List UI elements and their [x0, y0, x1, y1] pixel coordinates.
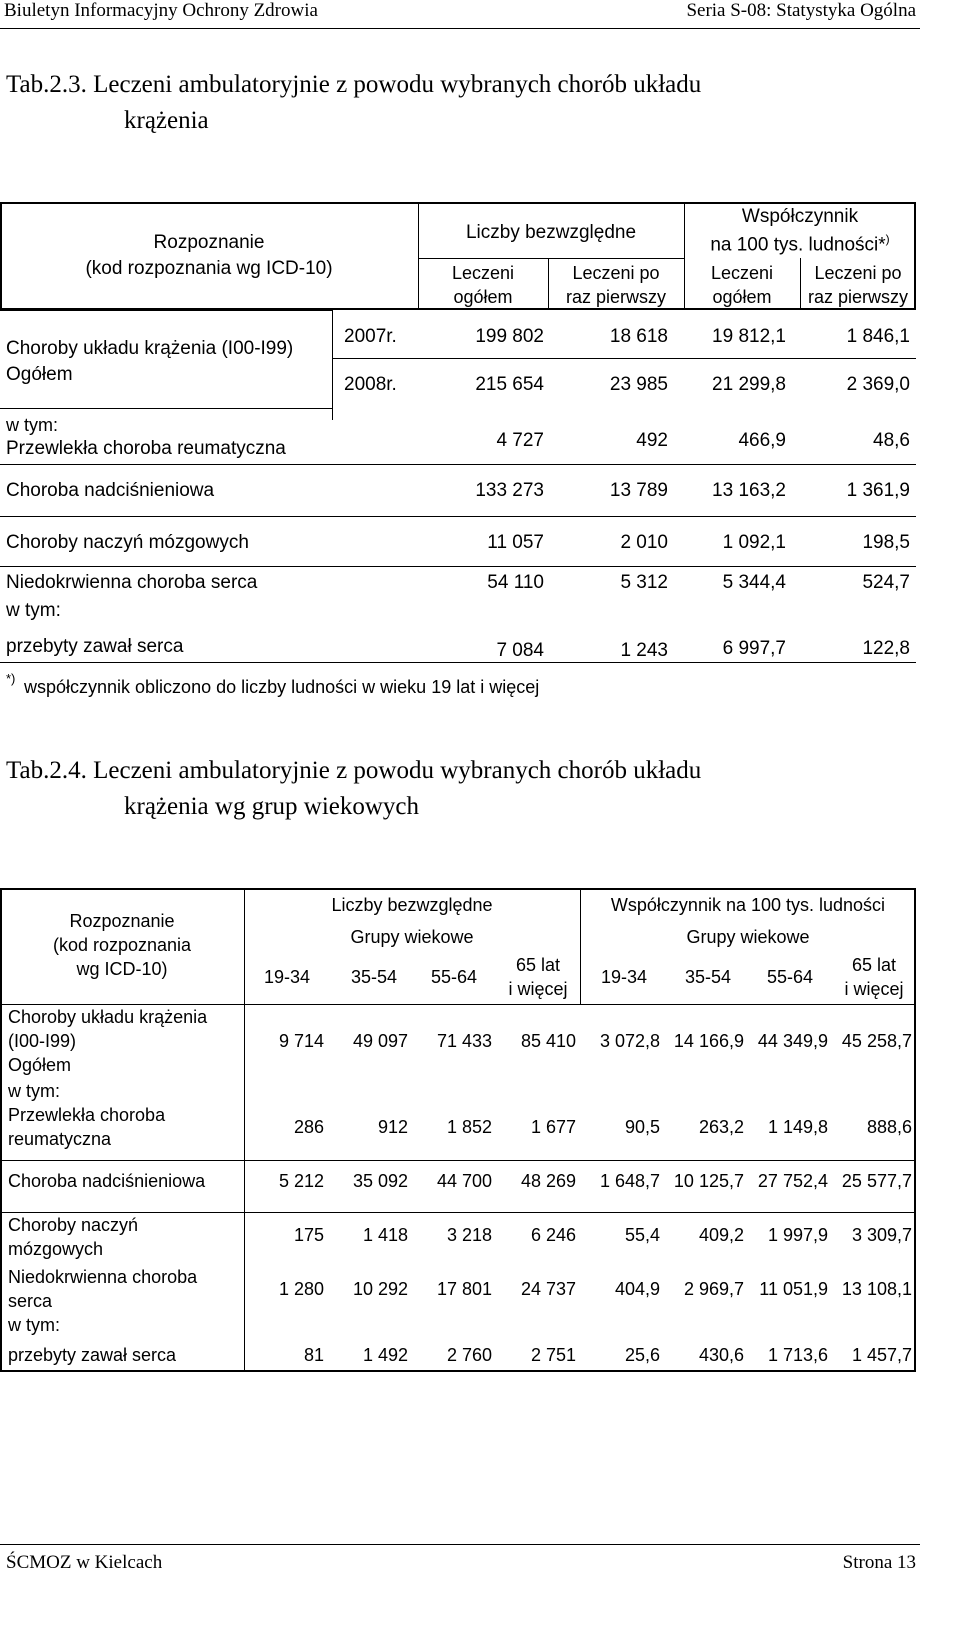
table2-head-kod: (kod rozpoznania — [52, 935, 192, 955]
table2-cell: 55,4 — [624, 1225, 660, 1245]
table2-cell: 11 051,9 — [759, 1279, 828, 1299]
table2-cell: 2 760 — [446, 1345, 492, 1365]
table2-cell: 44 349,9 — [757, 1031, 828, 1051]
table1-head-kod: (kod rozpoznania wg ICD-10) — [85, 258, 333, 279]
table1-row-label: Ogółem — [6, 364, 73, 385]
table2-row-label: Ogółem — [8, 1055, 72, 1075]
table2-cell: 25 577,7 — [841, 1171, 912, 1191]
table2-cell: 49 097 — [352, 1031, 408, 1051]
table1-cell: 6 997,7 — [722, 638, 786, 659]
table2-head-wsp: Współczynnik na 100 tys. ludności — [610, 895, 886, 915]
table2-cell: 27 752,4 — [757, 1171, 828, 1191]
table2-cell: 263,2 — [698, 1117, 744, 1137]
table2-cell: 25,6 — [624, 1345, 660, 1365]
table2-cell: 175 — [293, 1225, 324, 1245]
table1-cell: 48,6 — [873, 430, 910, 451]
table1-cell: 4 727 — [496, 430, 544, 451]
table2-cell: 1 149,8 — [767, 1117, 828, 1137]
table1-row-label: w tym: — [6, 600, 61, 621]
table1-head-col4b: raz pierwszy — [807, 287, 909, 307]
table1-title-line2: krążenia — [124, 107, 209, 134]
table1-head-col4a: Leczeni po — [814, 263, 902, 283]
table2-cell: 1 997,9 — [767, 1225, 828, 1245]
table2-row-label: Choroby układu krążenia — [8, 1007, 208, 1027]
table2-cell: 404,9 — [614, 1279, 660, 1299]
table1-cell: 199 802 — [475, 326, 544, 347]
table2-row-label: mózgowych — [8, 1239, 104, 1259]
table2-head-age65: i więcej — [508, 979, 568, 999]
table2-row-label: (I00-I99) — [8, 1031, 77, 1051]
footer-left: ŚCMOZ w Kielcach — [6, 1552, 163, 1573]
table2-cell: 35 092 — [352, 1171, 408, 1191]
table1-year-2008: 2008r. — [344, 374, 397, 395]
table2-cell: 1 713,6 — [767, 1345, 828, 1365]
table2-cell: 10 292 — [352, 1279, 408, 1299]
table1-cell: 1 361,9 — [846, 480, 910, 501]
table1-row-label: Niedokrwienna choroba serca — [6, 572, 258, 593]
table2-cell: 912 — [377, 1117, 408, 1137]
table2-row-label: w tym: — [8, 1081, 60, 1101]
table2-cell: 1 648,7 — [599, 1171, 660, 1191]
table1-head-wsp2: na 100 tys. ludności*) — [710, 232, 890, 256]
table1-head-col1a: Leczeni — [451, 263, 515, 283]
table1-cell: 198,5 — [862, 532, 910, 553]
table1-cell: 21 299,8 — [712, 374, 786, 395]
table2-cell: 17 801 — [436, 1279, 492, 1299]
table1-head-col1b: ogółem — [453, 287, 513, 307]
table2-head-age: 19-34 — [600, 967, 648, 987]
table2-head-age65: i więcej — [844, 979, 904, 999]
table2-cell: 3 218 — [446, 1225, 492, 1245]
table2-head-grupy-right: Grupy wiekowe — [686, 927, 810, 947]
table2-row-label: Choroby naczyń — [8, 1215, 139, 1235]
table2-cell: 1 852 — [446, 1117, 492, 1137]
table1-head-liczby: Liczby bezwzględne — [465, 222, 637, 243]
table1-year-2007: 2007r. — [344, 326, 397, 347]
table2-head-age65: 65 lat — [851, 955, 897, 975]
table1-head-col2a: Leczeni po — [572, 263, 660, 283]
table2-cell: 6 246 — [530, 1225, 576, 1245]
table2-cell: 44 700 — [436, 1171, 492, 1191]
table2-cell: 286 — [293, 1117, 324, 1137]
header-left: Biuletyn Informacyjny Ochrony Zdrowia — [4, 0, 318, 21]
table1-head-rozpoznanie: Rozpoznanie — [153, 232, 265, 253]
table2-cell: 1 492 — [362, 1345, 408, 1365]
table1-head-wsp: Współczynnik — [741, 206, 859, 227]
table2-row-label: Przewlekła choroba — [8, 1105, 166, 1125]
table2-head-age: 35-54 — [350, 967, 398, 987]
table2-cell: 45 258,7 — [841, 1031, 912, 1051]
table2-head-icd: wg ICD-10) — [76, 959, 168, 979]
table1-cell: 492 — [636, 430, 668, 451]
table1-cell: 133 273 — [475, 480, 544, 501]
table1-cell: 11 057 — [487, 532, 544, 553]
table2-cell: 13 108,1 — [841, 1279, 912, 1299]
table2-head-age65: 65 lat — [515, 955, 561, 975]
table1-cell: 54 110 — [487, 572, 544, 593]
table1-cell: 13 789 — [609, 480, 668, 501]
table1-cell: 2 010 — [620, 532, 668, 553]
table1-cell: 1 092,1 — [722, 532, 786, 553]
header-right: Seria S-08: Statystyka Ogólna — [686, 0, 916, 21]
table2-cell: 1 418 — [362, 1225, 408, 1245]
table1-cell: 1 846,1 — [846, 326, 910, 347]
table1-cell: 5 312 — [620, 572, 668, 593]
table1-head-col2b: raz pierwszy — [565, 287, 667, 307]
table1-cell: 466,9 — [738, 430, 786, 451]
table2-cell: 888,6 — [866, 1117, 912, 1137]
table1-head-col3b: ogółem — [712, 287, 772, 307]
table2-cell: 3 309,7 — [851, 1225, 912, 1245]
table2-head-age: 55-64 — [430, 967, 478, 987]
table2-cell: 85 410 — [520, 1031, 576, 1051]
table1-row-label: przebyty zawał serca — [6, 636, 184, 657]
table2-cell: 409,2 — [698, 1225, 744, 1245]
footer-rule — [0, 1544, 920, 1545]
table2-head-rozpoznanie: Rozpoznanie — [69, 911, 175, 931]
table2-row-label: Choroba nadciśnieniowa — [8, 1171, 206, 1191]
table2-cell: 48 269 — [520, 1171, 576, 1191]
table1-cell: 215 654 — [475, 374, 544, 395]
table1-cell: 18 618 — [609, 326, 668, 347]
table1-cell: 2 369,0 — [846, 374, 910, 395]
table1-footnote-marker: *) — [6, 671, 16, 686]
table2-cell: 24 737 — [520, 1279, 576, 1299]
table2-cell: 9 714 — [278, 1031, 324, 1051]
table2-head-grupy-left: Grupy wiekowe — [350, 927, 474, 947]
table2-row-label: w tym: — [8, 1315, 60, 1335]
table2-cell: 14 166,9 — [673, 1031, 744, 1051]
footer-right: Strona 13 — [842, 1552, 916, 1573]
table2-cell: 1 677 — [530, 1117, 576, 1137]
table2-head-liczby: Liczby bezwzględne — [331, 895, 493, 915]
table1-row-label: Przewlekła choroba reumatyczna — [6, 438, 286, 459]
table1-cell: 1 243 — [620, 640, 668, 661]
table2-row-label: serca — [8, 1291, 53, 1311]
table1-cell: 13 163,2 — [712, 480, 786, 501]
header-rule — [0, 28, 920, 29]
table1-cell: 19 812,1 — [712, 326, 786, 347]
table2-row-label: Niedokrwienna choroba — [8, 1267, 198, 1287]
table1-cell: 122,8 — [862, 638, 910, 659]
table2-cell: 2 969,7 — [683, 1279, 744, 1299]
table2-head-age: 19-34 — [263, 967, 311, 987]
table1-row-label: Choroby naczyń mózgowych — [6, 532, 249, 553]
table1-row-label: Choroba nadciśnieniowa — [6, 480, 215, 501]
table2-title-line2: krążenia wg grup wiekowych — [124, 793, 420, 820]
table2-cell: 90,5 — [624, 1117, 660, 1137]
table2-cell: 430,6 — [698, 1345, 744, 1365]
table2-cell: 81 — [303, 1345, 324, 1365]
table2-cell: 1 280 — [278, 1279, 324, 1299]
table2-cell: 71 433 — [436, 1031, 492, 1051]
table2-row-label: przebyty zawał serca — [8, 1345, 177, 1365]
table1-cell: 7 084 — [496, 640, 544, 661]
table1-title-line1: Tab.2.3. Leczeni ambulatoryjnie z powodu wybranych chorób układu — [6, 71, 702, 98]
table1-cell: 23 985 — [609, 374, 668, 395]
table2-row-label: reumatyczna — [8, 1129, 112, 1149]
table1-cell: 5 344,4 — [722, 572, 786, 593]
table1-cell: 524,7 — [862, 572, 910, 593]
table1-row-label: Choroby układu krążenia (I00-I99) — [6, 338, 294, 359]
table2-cell: 5 212 — [278, 1171, 324, 1191]
table2-head-age: 55-64 — [766, 967, 814, 987]
table2-head-age: 35-54 — [684, 967, 732, 987]
table1-row-label: w tym: — [6, 415, 58, 435]
table1-head-col3a: Leczeni — [710, 263, 774, 283]
table2-cell: 3 072,8 — [599, 1031, 660, 1051]
table2-cell: 1 457,7 — [851, 1345, 912, 1365]
table2-cell: 10 125,7 — [673, 1171, 744, 1191]
table1-footnote: współczynnik obliczono do liczby ludności w wieku 19 lat i więcej — [24, 677, 540, 697]
table2-title-line1: Tab.2.4. Leczeni ambulatoryjnie z powodu wybranych chorób układu — [6, 757, 702, 784]
table2-cell: 2 751 — [530, 1345, 576, 1365]
